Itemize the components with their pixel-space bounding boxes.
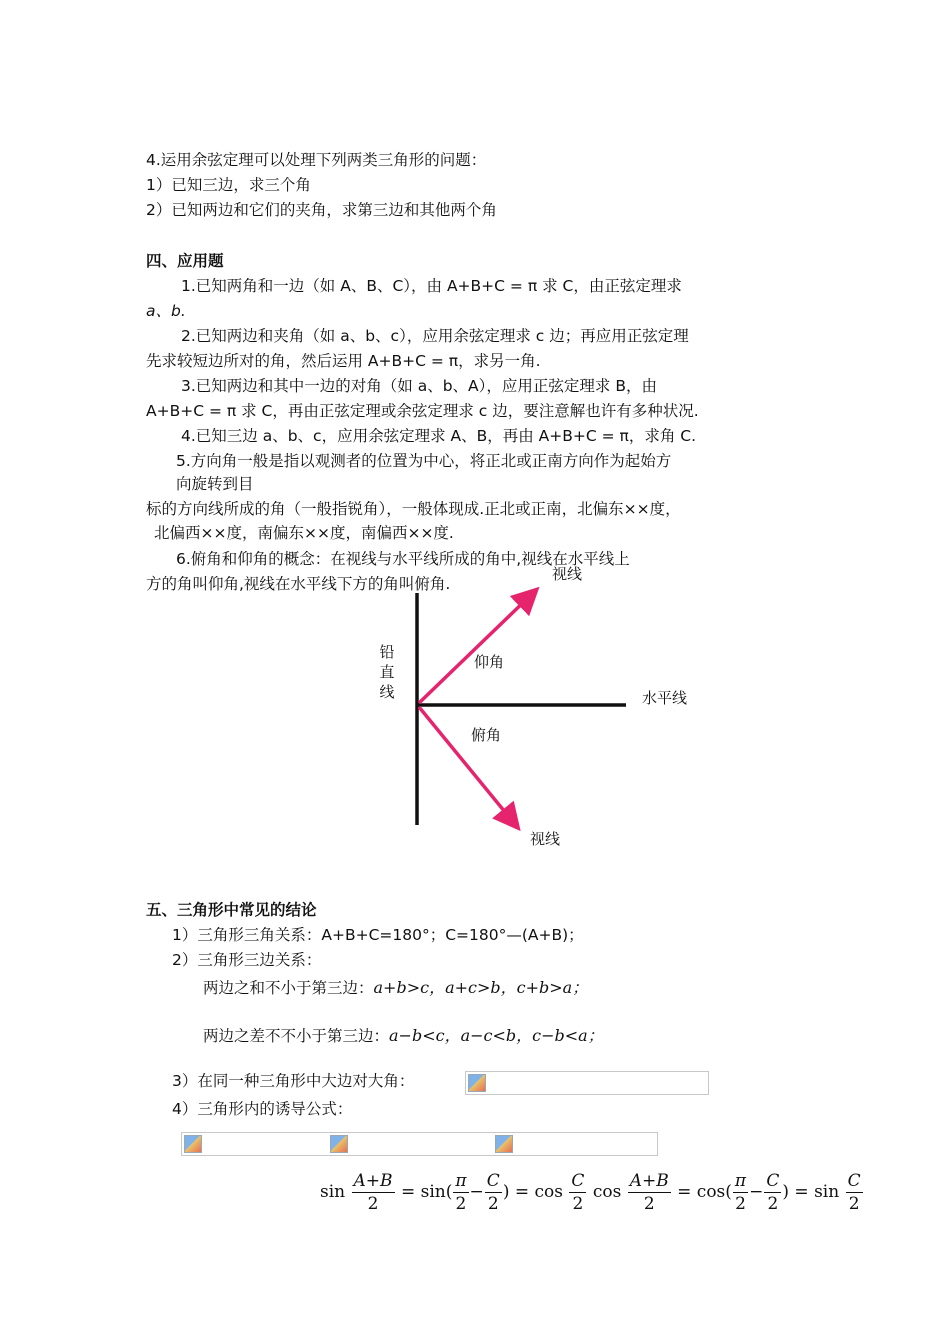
sub-item-1: 1）已知三边，求三个角 [146,176,311,194]
upper-sight-arrow [419,594,532,703]
upper-sightline-label: 视线 [552,565,583,583]
rule-2a-label: 两边之和不小于第三边： [203,979,374,997]
vertical-line-label [377,642,397,702]
formula-sin-2: sin [814,1182,840,1202]
app-5-line-1: 5.方向角一般是指以观测者的位置为中心，将正北或正南方向作为起始方 [176,452,672,470]
vertical-label-char-3: 线 [379,683,395,701]
image-placeholder-icon [495,1135,513,1153]
fraction-c: $\frac{C}{2}$ [847,1171,861,1214]
formula-eq-1: = [400,1182,416,1202]
app-6-line-1: 6.俯角和仰角的概念：在视线与水平线所成的角中,视线在水平线上 [176,550,630,568]
rule-2b [203,1026,604,1046]
formula-cos-paren: cos( [696,1182,732,1202]
app-4: 4.已知三边 a、b、c，应用余弦定理求 A、B，再由 A+B+C = π，求角 C. [181,427,697,445]
formula-sin-paren: sin( [420,1182,453,1202]
elevation-angle-label: 仰角 [474,653,505,671]
rule-2: 2）三角形三边关系： [172,951,322,969]
app-6-line-2: 方的角叫仰角,视线在水平线下方的角叫俯角. [146,575,451,593]
rule-4: 4）三角形内的诱导公式： [172,1100,353,1118]
vertical-label-char-2: 直 [379,663,395,681]
fraction-a-plus-b: $\frac{A+B}{2}$ [629,1171,669,1214]
fraction-c: $\frac{C}{2}$ [486,1171,500,1214]
formula-eq-4: = [794,1182,809,1202]
fraction-a-plus-b: $\frac{A+B}{2}$ [353,1171,393,1214]
formula-cos-2: cos [592,1182,622,1202]
rule-3: 3）在同一种三角形中大边对大角： [172,1072,415,1090]
sub-item-2: 2）已知两边和它们的夹角，求第三边和其他两个角 [146,201,497,219]
app-1-line-2: a、b. [146,302,186,320]
rule-2a [203,978,588,998]
rule-2a-inequalities: a+b>c，a+c>b，c+b>a； [373,978,589,997]
app-5-line-4: 北偏西××度，南偏东××度，南偏西××度. [154,524,454,542]
section-5-heading: 五、三角形中常见的结论 [146,901,317,919]
image-placeholder-icon [330,1135,348,1153]
app-2-line-1: 2.已知两边和夹角（如 a、b、c），应用余弦定理求 c 边；再应用正弦定理 [181,327,689,345]
app-1-line-1: 1.已知两角和一边（如 A、B、C），由 A+B+C = π 求 C，由正弦定理求 [181,277,682,295]
fraction-c: $\frac{C}{2}$ [766,1171,780,1214]
formula-eq-2: = [514,1182,530,1202]
horizontal-line-label: 水平线 [642,689,688,707]
formula-cos-1: cos [534,1182,563,1202]
fraction-pi: $\frac{\pi}{2}$ [455,1171,467,1214]
depression-angle-label: 俯角 [471,726,502,744]
formula-sin-1: sin [320,1182,346,1202]
app-3-line-2: A+B+C = π 求 C，再由正弦定理或余弦定理求 c 边，要注意解也许有多种状况. [146,402,699,420]
formula-eq-3: = [677,1182,692,1202]
item-4-cosine-law: 4.运用余弦定理可以处理下列两类三角形的问题： [146,151,487,169]
image-placeholder-icon [184,1135,202,1153]
vertical-label-char-1: 铅 [379,643,395,661]
app-2-line-2: 先求较短边所对的角，然后运用 A+B+C = π，求另一角. [146,352,541,370]
broken-image-row [181,1132,658,1156]
lower-sightline-label: 视线 [530,830,561,848]
induction-formula: sin $\frac{A+B}{2}$ = sin( $\frac{\pi}{2}$ − $\frac{C}{2}$ ) = cos $\frac{C}{2}$ cos $\frac{A+B}{2}$ = cos( $\frac{\pi}{2}$ − $\frac{C}{2}$ ) = sin $\frac{C}{2}$ [320,1171,861,1214]
section-4-heading: 四、应用题 [146,252,224,270]
rule-1: 1）三角形三角关系：A+B+C=180°；C=180°—(A+B)； [172,926,584,944]
fraction-pi: $\frac{\pi}{2}$ [734,1171,747,1214]
broken-image-rule-3 [465,1071,709,1095]
rule-2b-inequalities: a−b<c，a−c<b，c−b<a； [389,1026,604,1045]
rule-2b-label: 两边之差不不小于第三边： [203,1027,390,1045]
app-5-line-2: 向旋转到目 [176,475,254,493]
app-5-line-3: 标的方向线所成的角（一般指锐角），一般体现成.正北或正南，北偏东××度， [146,500,681,518]
fraction-c: $\frac{C}{2}$ [571,1171,585,1214]
image-placeholder-icon [468,1074,486,1092]
app-3-line-1: 3.已知两边和其中一边的对角（如 a、b、A），应用正弦定理求 B，由 [181,377,657,395]
